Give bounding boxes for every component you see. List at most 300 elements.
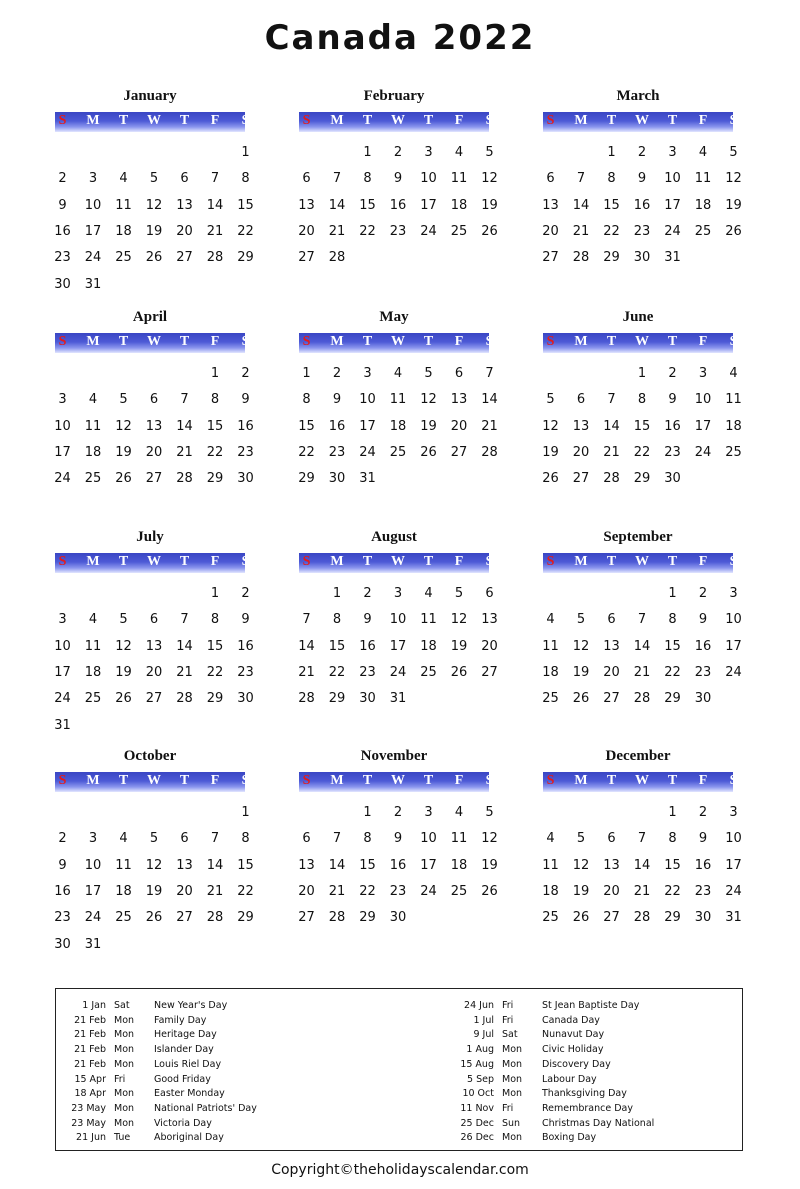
day-cell: 31 xyxy=(725,910,742,926)
day-cell: 11 xyxy=(694,171,712,187)
day-cell: 10 xyxy=(84,857,102,873)
day-cell: 12 xyxy=(481,171,498,187)
weekday-header: F xyxy=(698,334,708,349)
day-cell: 1 xyxy=(302,366,311,381)
holiday-weekday: Mon xyxy=(114,1117,135,1129)
day-cell: 31 xyxy=(84,936,102,952)
weekday-header: T xyxy=(423,554,434,569)
weekday-header: S xyxy=(485,334,494,349)
day-cell: 28 xyxy=(328,250,346,266)
holiday-name: Aboriginal Day xyxy=(154,1132,224,1144)
holiday-date: 21 Feb xyxy=(74,1044,106,1056)
day-cell: 20 xyxy=(481,638,498,654)
day-cell: 6 xyxy=(607,612,616,628)
weekday-header: T xyxy=(179,773,190,788)
holiday-date: 23 May xyxy=(71,1102,106,1114)
day-cell: 15 xyxy=(206,638,224,654)
day-cell: 25 xyxy=(84,471,102,487)
weekday-header: F xyxy=(454,554,464,569)
day-cell: 22 xyxy=(359,883,376,899)
weekday-header: S xyxy=(302,554,311,569)
day-cell: 4 xyxy=(729,366,738,381)
day-cell: 30 xyxy=(54,276,71,292)
weekday-header: T xyxy=(667,554,678,569)
day-cell: 3 xyxy=(729,805,738,820)
day-cell: 7 xyxy=(485,366,494,381)
day-cell: 28 xyxy=(572,250,590,266)
day-cell: 7 xyxy=(210,171,220,187)
day-cell: 30 xyxy=(633,250,651,266)
day-cell: 9 xyxy=(393,831,403,847)
day-cell: 29 xyxy=(237,910,254,926)
holiday-weekday: Fri xyxy=(502,1102,514,1114)
day-cell: 14 xyxy=(206,857,224,873)
day-cell: 5 xyxy=(454,586,464,601)
holiday-name: Discovery Day xyxy=(542,1058,611,1070)
day-cell: 3 xyxy=(88,171,98,187)
day-cell: 15 xyxy=(664,857,681,873)
day-cell: 4 xyxy=(454,805,464,820)
day-cell: 25 xyxy=(450,223,468,239)
day-cell: 17 xyxy=(389,638,407,654)
holiday-date: 15 Aug xyxy=(460,1058,494,1070)
day-cell: 25 xyxy=(420,664,437,680)
weekday-header: W xyxy=(147,773,161,788)
day-cell: 4 xyxy=(88,392,98,408)
day-cell: 21 xyxy=(328,883,346,899)
day-cell: 22 xyxy=(664,883,681,899)
day-cell: 27 xyxy=(572,471,590,487)
day-cell: 5 xyxy=(576,612,586,628)
day-cell: 10 xyxy=(694,392,712,408)
day-cell: 24 xyxy=(84,250,102,266)
holiday-weekday: Mon xyxy=(114,1058,135,1070)
weekday-header: F xyxy=(210,113,220,128)
day-cell: 27 xyxy=(298,910,315,926)
weekday-header: S xyxy=(302,773,311,788)
day-cell: 28 xyxy=(328,910,346,926)
day-cell: 27 xyxy=(145,471,163,487)
day-cell: 8 xyxy=(302,392,311,408)
day-cell: 18 xyxy=(542,664,559,680)
day-cell: 9 xyxy=(698,831,708,847)
day-cell: 11 xyxy=(542,638,559,654)
day-cell: 25 xyxy=(389,444,407,460)
day-cell: 16 xyxy=(694,638,712,654)
weekday-header: T xyxy=(118,773,129,788)
day-cell: 10 xyxy=(84,197,102,213)
holiday-date: 11 Nov xyxy=(460,1102,494,1114)
day-cell: 7 xyxy=(210,831,220,847)
weekday-header: M xyxy=(330,113,344,128)
day-cell: 4 xyxy=(393,366,403,381)
day-cell: 2 xyxy=(332,366,342,381)
weekday-header: S xyxy=(58,554,67,569)
weekday-header: F xyxy=(454,773,464,788)
day-cell: 2 xyxy=(393,145,403,160)
day-cell: 7 xyxy=(332,831,342,847)
holiday-weekday: Tue xyxy=(114,1132,131,1144)
weekday-header-bar xyxy=(55,772,250,792)
day-cell: 22 xyxy=(206,664,224,680)
holiday-name: Islander Day xyxy=(154,1044,214,1056)
day-cell: 12 xyxy=(145,197,163,213)
day-cell: 28 xyxy=(206,910,224,926)
day-cell: 24 xyxy=(54,471,71,487)
holiday-weekday: Mon xyxy=(502,1088,523,1100)
holiday-weekday: Sun xyxy=(502,1117,521,1129)
weekday-header: F xyxy=(210,334,220,349)
day-cell: 16 xyxy=(664,418,681,434)
day-cell: 25 xyxy=(84,691,102,707)
day-cell: 4 xyxy=(454,145,464,160)
day-cell: 19 xyxy=(481,197,498,213)
day-cell: 23 xyxy=(694,883,712,899)
day-cell: 26 xyxy=(481,223,498,239)
day-cell: 21 xyxy=(176,444,193,460)
holiday-weekday: Mon xyxy=(114,1014,135,1026)
day-cell: 23 xyxy=(54,910,71,926)
day-cell: 29 xyxy=(664,691,681,707)
day-cell: 18 xyxy=(450,197,468,213)
day-cell: 7 xyxy=(332,171,342,187)
day-cell: 20 xyxy=(176,883,193,899)
day-cell: 19 xyxy=(145,883,163,899)
day-cell: 13 xyxy=(145,638,163,654)
weekday-header: F xyxy=(698,113,708,128)
day-cell: 18 xyxy=(115,883,132,899)
day-cell: 16 xyxy=(389,197,407,213)
day-cell: 13 xyxy=(298,857,315,873)
day-cell: 17 xyxy=(84,883,102,899)
holiday-name: Nunavut Day xyxy=(542,1029,605,1041)
weekday-header: W xyxy=(391,113,405,128)
weekday-header-bar xyxy=(55,112,250,132)
weekday-header: S xyxy=(58,334,67,349)
weekday-header: T xyxy=(362,113,373,128)
weekday-header-bar xyxy=(543,772,738,792)
day-cell: 21 xyxy=(298,664,315,680)
day-cell: 27 xyxy=(481,664,498,680)
day-cell: 9 xyxy=(58,857,67,873)
weekday-header: F xyxy=(210,773,220,788)
day-cell: 11 xyxy=(450,171,468,187)
day-cell: 23 xyxy=(389,883,407,899)
day-cell: 16 xyxy=(54,223,71,239)
day-cell: 21 xyxy=(572,223,590,239)
day-cell: 17 xyxy=(84,223,102,239)
holiday-weekday: Mon xyxy=(502,1044,523,1056)
day-cell: 19 xyxy=(542,444,559,460)
day-cell: 20 xyxy=(176,223,193,239)
weekday-header-bar xyxy=(299,553,494,573)
day-cell: 16 xyxy=(694,857,712,873)
month-name: April xyxy=(132,309,168,325)
holiday-date: 25 Dec xyxy=(460,1117,494,1129)
day-cell: 14 xyxy=(633,638,651,654)
day-cell: 14 xyxy=(603,418,620,434)
day-cell: 14 xyxy=(298,638,315,654)
weekday-header: T xyxy=(423,773,434,788)
day-cell: 24 xyxy=(420,223,437,239)
day-cell: 18 xyxy=(450,857,468,873)
day-cell: 9 xyxy=(241,392,250,408)
day-cell: 22 xyxy=(237,223,254,239)
day-cell: 9 xyxy=(363,612,372,628)
day-cell: 23 xyxy=(389,223,407,239)
weekday-header: S xyxy=(241,554,250,569)
day-cell: 28 xyxy=(176,691,193,707)
month-name: December xyxy=(605,748,671,764)
day-cell: 18 xyxy=(115,223,132,239)
holiday-date: 24 Jun xyxy=(464,1000,494,1011)
day-cell: 3 xyxy=(393,586,403,601)
day-cell: 17 xyxy=(54,664,71,680)
day-cell: 20 xyxy=(603,664,620,680)
day-cell: 13 xyxy=(298,197,315,213)
day-cell: 24 xyxy=(389,664,407,680)
day-cell: 10 xyxy=(54,418,71,434)
weekday-header: S xyxy=(485,113,494,128)
day-cell: 5 xyxy=(424,366,433,381)
day-cell: 22 xyxy=(603,223,620,239)
day-cell: 25 xyxy=(694,223,712,239)
day-cell: 2 xyxy=(241,366,250,381)
day-cell: 23 xyxy=(664,444,681,460)
holiday-date: 5 Sep xyxy=(467,1073,494,1085)
day-cell: 7 xyxy=(180,392,189,408)
day-cell: 16 xyxy=(237,418,254,434)
day-cell: 31 xyxy=(389,691,407,707)
day-cell: 6 xyxy=(576,392,586,408)
day-cell: 10 xyxy=(359,392,376,408)
day-cell: 15 xyxy=(359,197,376,213)
copyright-footer: Copyright©theholidayscalendar.com xyxy=(271,1162,529,1178)
day-cell: 25 xyxy=(115,910,132,926)
holiday-name: Good Friday xyxy=(154,1073,211,1085)
day-cell: 7 xyxy=(302,612,311,628)
day-cell: 11 xyxy=(389,392,407,408)
month-name: October xyxy=(123,748,177,764)
day-cell: 29 xyxy=(206,691,224,707)
day-cell: 14 xyxy=(328,857,346,873)
day-cell: 26 xyxy=(572,691,590,707)
day-cell: 31 xyxy=(664,250,681,266)
weekday-header: T xyxy=(423,334,434,349)
day-cell: 6 xyxy=(149,392,159,408)
day-cell: 5 xyxy=(119,392,128,408)
day-cell: 19 xyxy=(481,857,498,873)
holiday-name: Thanksgiving Day xyxy=(542,1088,627,1100)
holiday-name: Labour Day xyxy=(542,1073,597,1085)
day-cell: 26 xyxy=(481,883,498,899)
day-cell: 11 xyxy=(725,392,742,408)
day-cell: 4 xyxy=(119,831,128,847)
day-cell: 26 xyxy=(420,444,437,460)
weekday-header: T xyxy=(606,554,617,569)
day-cell: 26 xyxy=(450,664,468,680)
weekday-header: T xyxy=(179,113,190,128)
day-cell: 16 xyxy=(359,638,376,654)
weekday-header: T xyxy=(362,334,373,349)
weekday-header: F xyxy=(698,773,708,788)
day-cell: 30 xyxy=(328,471,346,487)
month-name: November xyxy=(360,748,428,764)
day-cell: 30 xyxy=(237,471,254,487)
day-cell: 12 xyxy=(115,418,132,434)
weekday-header: W xyxy=(635,113,649,128)
month-name: June xyxy=(622,309,654,325)
day-cell: 1 xyxy=(241,805,250,820)
day-cell: 4 xyxy=(546,831,555,847)
day-cell: 9 xyxy=(332,392,342,408)
day-cell: 16 xyxy=(328,418,346,434)
day-cell: 12 xyxy=(572,638,590,654)
day-cell: 28 xyxy=(481,444,498,460)
day-cell: 22 xyxy=(664,664,681,680)
day-cell: 25 xyxy=(115,250,132,266)
weekday-header: S xyxy=(729,113,738,128)
day-cell: 8 xyxy=(210,392,220,408)
weekday-header: T xyxy=(362,554,373,569)
weekday-header: T xyxy=(606,113,617,128)
day-cell: 12 xyxy=(725,171,742,187)
day-cell: 23 xyxy=(237,444,254,460)
day-cell: 6 xyxy=(546,171,555,187)
day-cell: 11 xyxy=(450,831,468,847)
day-cell: 5 xyxy=(149,171,159,187)
day-cell: 5 xyxy=(546,392,555,408)
holiday-name: St Jean Baptiste Day xyxy=(542,1000,640,1011)
day-cell: 4 xyxy=(88,612,98,628)
day-cell: 8 xyxy=(363,171,372,187)
day-cell: 3 xyxy=(698,366,708,381)
day-cell: 27 xyxy=(298,250,315,266)
holiday-date: 21 Feb xyxy=(74,1029,106,1041)
weekday-header-bar xyxy=(55,333,250,353)
weekday-header-bar xyxy=(543,553,738,573)
holiday-date: 1 Jan xyxy=(82,1000,106,1011)
holiday-date: 10 Oct xyxy=(462,1088,494,1100)
holiday-name: Easter Monday xyxy=(154,1088,225,1100)
holiday-name: Louis Riel Day xyxy=(154,1058,222,1070)
weekday-header: W xyxy=(147,334,161,349)
weekday-header-bar xyxy=(543,112,738,132)
day-cell: 12 xyxy=(145,857,163,873)
day-cell: 26 xyxy=(115,691,132,707)
page-title: Canada 2022 xyxy=(264,18,536,58)
day-cell: 1 xyxy=(363,805,372,820)
day-cell: 26 xyxy=(542,471,559,487)
day-cell: 23 xyxy=(54,250,71,266)
day-cell: 15 xyxy=(298,418,315,434)
day-cell: 7 xyxy=(637,831,647,847)
day-cell: 8 xyxy=(241,831,250,847)
day-cell: 3 xyxy=(424,805,433,820)
day-cell: 15 xyxy=(359,857,376,873)
holiday-weekday: Fri xyxy=(114,1073,126,1085)
holiday-weekday: Mon xyxy=(114,1088,135,1100)
holiday-date: 15 Apr xyxy=(74,1073,106,1085)
day-cell: 1 xyxy=(607,145,616,160)
day-cell: 18 xyxy=(420,638,437,654)
holiday-date: 18 Apr xyxy=(74,1088,106,1100)
day-cell: 9 xyxy=(637,171,647,187)
day-cell: 17 xyxy=(725,857,742,873)
day-cell: 30 xyxy=(359,691,376,707)
holiday-weekday: Fri xyxy=(502,1014,514,1026)
day-cell: 9 xyxy=(668,392,677,408)
day-cell: 6 xyxy=(454,366,464,381)
weekday-header: T xyxy=(606,773,617,788)
weekday-header: T xyxy=(179,554,190,569)
day-cell: 29 xyxy=(664,910,681,926)
day-cell: 6 xyxy=(302,171,311,187)
weekday-header: T xyxy=(362,773,373,788)
day-cell: 23 xyxy=(694,664,712,680)
weekday-header: F xyxy=(210,554,220,569)
weekday-header: F xyxy=(454,334,464,349)
day-cell: 17 xyxy=(725,638,742,654)
day-cell: 22 xyxy=(633,444,651,460)
day-cell: 18 xyxy=(725,418,742,434)
day-cell: 3 xyxy=(729,586,738,601)
month-name: July xyxy=(136,529,164,545)
weekday-header: M xyxy=(86,554,100,569)
day-cell: 13 xyxy=(572,418,590,434)
holiday-date: 21 Feb xyxy=(74,1014,106,1026)
day-cell: 20 xyxy=(542,223,559,239)
day-cell: 18 xyxy=(84,664,102,680)
day-cell: 11 xyxy=(84,418,102,434)
day-cell: 19 xyxy=(572,883,590,899)
day-cell: 26 xyxy=(572,910,590,926)
day-cell: 15 xyxy=(237,197,254,213)
weekday-header: T xyxy=(667,334,678,349)
day-cell: 15 xyxy=(237,857,254,873)
weekday-header: S xyxy=(241,113,250,128)
weekday-header: S xyxy=(729,554,738,569)
day-cell: 26 xyxy=(725,223,742,239)
day-cell: 2 xyxy=(637,145,647,160)
weekday-header-bar xyxy=(55,553,250,573)
day-cell: 9 xyxy=(393,171,403,187)
day-cell: 17 xyxy=(420,197,437,213)
day-cell: 2 xyxy=(393,805,403,820)
day-cell: 30 xyxy=(664,471,681,487)
day-cell: 7 xyxy=(180,612,189,628)
month-name: August xyxy=(371,529,417,545)
day-cell: 9 xyxy=(58,197,67,213)
day-cell: 14 xyxy=(176,638,193,654)
day-cell: 22 xyxy=(359,223,376,239)
weekday-header: T xyxy=(179,334,190,349)
day-cell: 1 xyxy=(637,366,647,381)
day-cell: 29 xyxy=(206,471,224,487)
day-cell: 28 xyxy=(298,691,315,707)
day-cell: 17 xyxy=(694,418,712,434)
day-cell: 24 xyxy=(664,223,681,239)
weekday-header: S xyxy=(485,773,494,788)
day-cell: 1 xyxy=(241,145,250,160)
day-cell: 1 xyxy=(210,366,220,381)
day-cell: 2 xyxy=(698,805,708,820)
day-cell: 17 xyxy=(359,418,376,434)
holiday-name: National Patriots' Day xyxy=(154,1102,257,1114)
day-cell: 8 xyxy=(241,171,250,187)
weekday-header: S xyxy=(58,113,67,128)
weekday-header: W xyxy=(635,334,649,349)
